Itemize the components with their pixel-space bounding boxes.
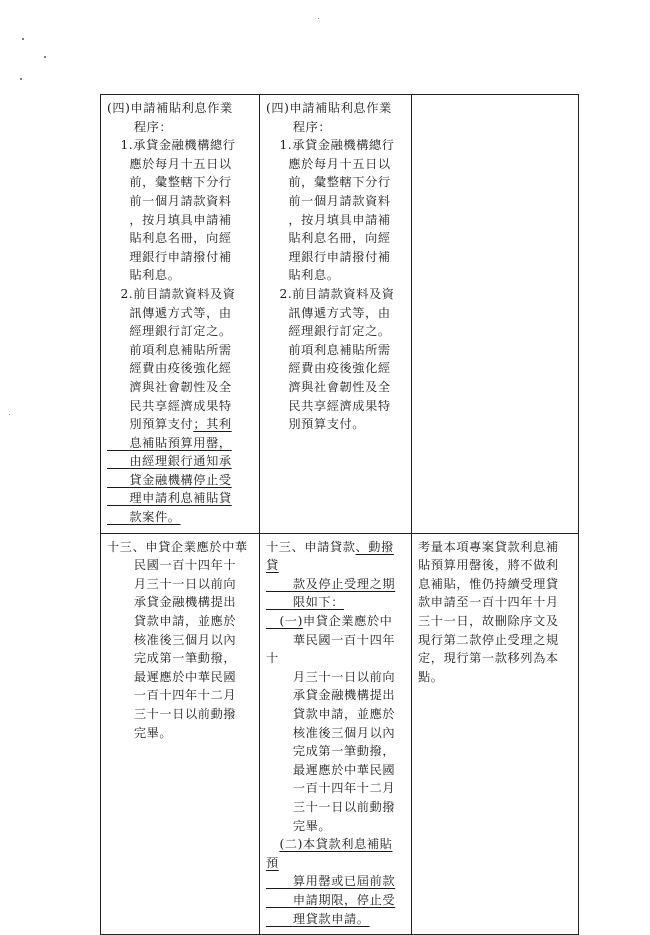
current-provision-cell bbox=[260, 95, 412, 534]
amended-provision-cell bbox=[101, 533, 260, 934]
amendment-comparison-table bbox=[100, 94, 579, 935]
scan-speck bbox=[20, 78, 22, 80]
amended-provision-cell bbox=[101, 95, 260, 534]
current-provision-cell bbox=[260, 533, 412, 934]
current-added-text-2: (二)本貸款利息補貼預 算用罄或已屆前款 申請期限，停止受 理貸款申請。 bbox=[266, 837, 396, 926]
current-added-text: 、動撥貸 款及停止受理之期 限如下： (一) bbox=[266, 539, 396, 629]
amended-text: (四)申請補貼利息作業 程序： 1.承貸金融機構總行 應於每月十五日以 前，彙整轄下分行 前一個月請款資料 ，按月填具申請補 貼利息名冊，向經 理銀行申請撥付補 貼利息。 2.前目請款資料及資 訊傳遞方式等，由 經理銀行訂定之。 前項利息補貼所需 經費由疫後強化經 濟與社會韌性及全 民共享經濟成果特 別預算支付 bbox=[107, 101, 236, 432]
scan-speck bbox=[318, 18, 319, 19]
current-provision-text bbox=[266, 538, 405, 928]
scan-speck bbox=[9, 414, 10, 415]
amended-added-text: ；其利 息補貼預算用罄， 由經理銀行通知承 貸金融機構停止受 理申請利息補貼貸 款案件。 bbox=[129, 417, 232, 525]
amended-provision-text bbox=[107, 99, 253, 527]
table-row bbox=[101, 533, 579, 934]
explanation-cell bbox=[412, 533, 579, 934]
current-head: 十三、申請貸款 bbox=[266, 539, 356, 554]
explanation-cell bbox=[412, 95, 579, 534]
scan-speck bbox=[44, 56, 46, 58]
current-text: 申貸企業應於中 華民國一百十四年十 月三十一日以前向 承貸金融機構提出 貸款申請，並應於 核准後三個月以內 完成第一筆動撥， 最遲應於中華民國 一百十四年十二月 三十一日以前動撥 完畢。 bbox=[266, 614, 396, 833]
scan-speck bbox=[22, 38, 24, 40]
amended-provision-text: 十三、申貸企業應於中華 民國一百十四年十 月三十一日以前向 承貸金融機構提出 貸款申請，並應於 核准後三個月以內 完成第一筆動撥， 最遲應於中華民國 一百十四年十二月 三十一日以前動撥 完畢。 bbox=[107, 539, 248, 740]
explanation-text: 考量本項專案貸款利息補 貼預算用罄後，將不做利 息補貼，惟仍持續受理貸 款申請至一百十四年十月 三十一日，故刪除序文及 現行第二款停止受理之規 定，現行第一款移列為本 點。 bbox=[418, 539, 559, 684]
table-row bbox=[101, 95, 579, 534]
current-provision-text: (四)申請補貼利息作業 程序： 1.承貸金融機構總行 應於每月十五日以 前，彙整轄下分行 前一個月請款資料 ，按月填具申請補 貼利息名冊，向經 理銀行申請撥付補 貼利息。 2.前目請款資料及資 訊傳遞方式等，由 經理銀行訂定之。 前項利息補貼所需 經費由疫後強化經 濟與社會韌性及全 民共享經濟成果特 別預算支付。 bbox=[266, 101, 395, 432]
